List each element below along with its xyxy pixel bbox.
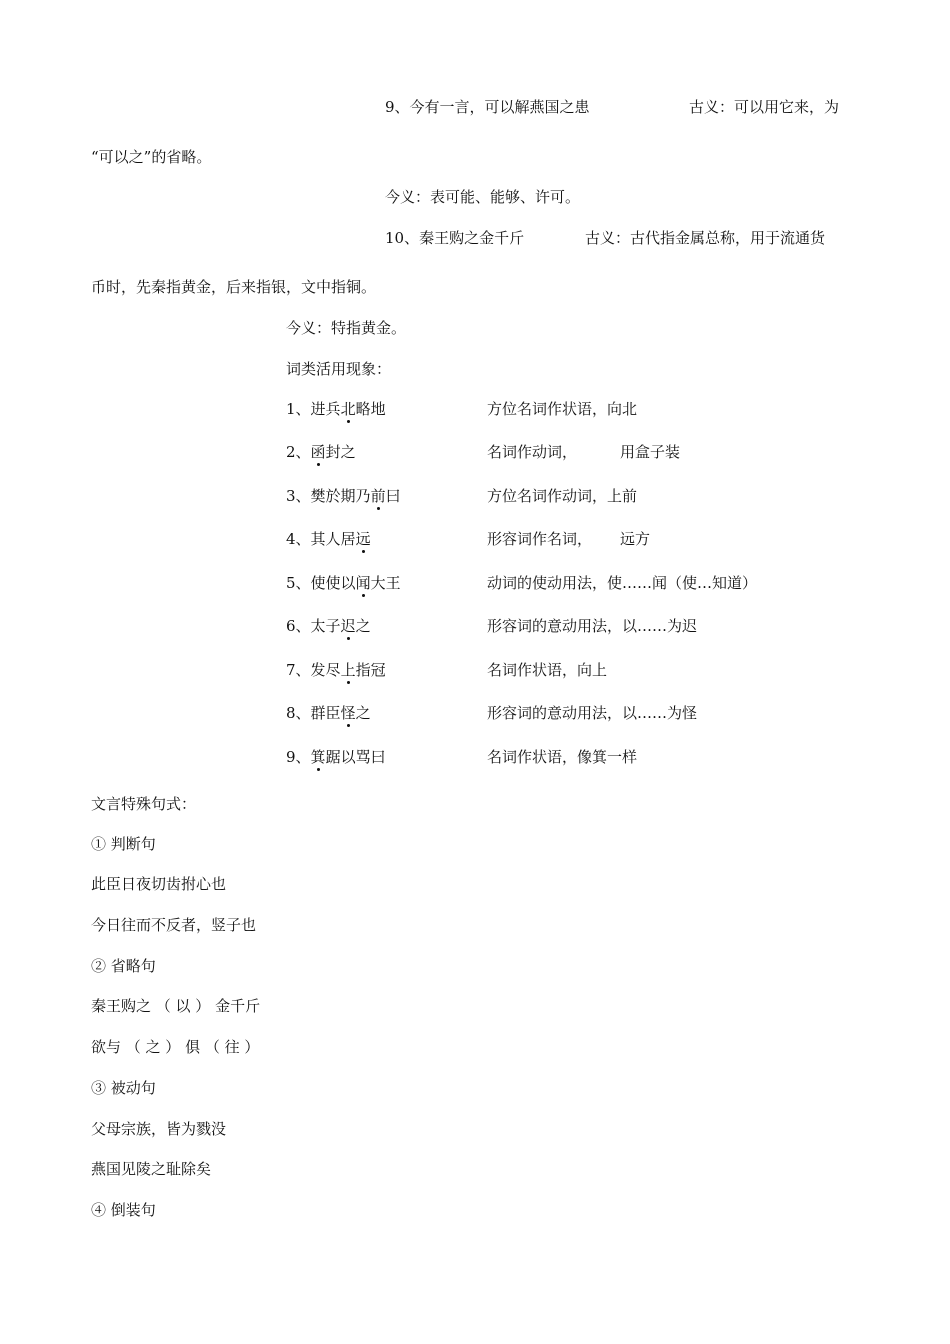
ci-lei-item-4 — [286, 528, 371, 550]
ci-lei-item-text-before: 群臣 — [310, 704, 341, 722]
ci-lei-item-2 — [286, 441, 356, 463]
item-10-sentence — [385, 227, 524, 249]
ci-lei-item-description: 形容词的意动用法，以……为怪 — [487, 704, 698, 722]
ci-lei-item-text-after: 之 — [355, 704, 371, 722]
ci-lei-item-dotted-word: 远 — [355, 530, 371, 548]
ci-lei-item-text-after: 略地 — [355, 400, 386, 418]
item-9-jin-yi: 今义：表可能、能够、许可。 — [385, 188, 581, 206]
ci-lei-item-meaning: 远方 — [620, 530, 651, 548]
ci-lei-item-text-after: 曰 — [385, 487, 401, 505]
ci-lei-item-number: 2、 — [286, 443, 311, 461]
ci-lei-item-text-before: 其人居 — [310, 530, 356, 548]
item-9-gu-yi-continued: “可以之”的省略。 — [91, 148, 212, 166]
ci-lei-item-8 — [286, 702, 371, 724]
item-10-gu-yi-continued: 币时，先秦指黄金，后来指银，文中指铜。 — [91, 278, 377, 296]
special-line: ① 判断句 — [91, 835, 156, 853]
special-heading: 文言特殊句式： — [91, 795, 197, 813]
item-10-jin-yi: 今义：特指黄金。 — [286, 319, 407, 337]
ci-lei-item-5 — [286, 572, 401, 594]
ci-lei-item-number: 6、 — [286, 617, 311, 635]
special-line: ④ 倒装句 — [91, 1201, 156, 1219]
ci-lei-item-6 — [286, 615, 371, 637]
ci-lei-item-description: 方位名词作状语，向北 — [487, 400, 638, 418]
ci-lei-item-dotted-word: 北 — [340, 400, 356, 418]
item-10-text: 秦王购之金千斤 — [419, 229, 525, 247]
ci-lei-item-number: 7、 — [286, 661, 311, 679]
ci-lei-item-dotted-word: 上 — [340, 661, 356, 679]
ci-lei-item-number: 4、 — [286, 530, 311, 548]
special-line: 秦王购之 （ 以 ） 金千斤 — [91, 997, 261, 1015]
ci-lei-item-text-before: 樊於期乃 — [310, 487, 371, 505]
ci-lei-item-dotted-word: 怪 — [340, 704, 356, 722]
ci-lei-item-text-before: 太子 — [310, 617, 341, 635]
item-9-sentence — [385, 96, 590, 118]
item-9-number: 9、 — [385, 98, 410, 116]
special-line: 今日往而不反者，竖子也 — [91, 916, 257, 934]
ci-lei-item-dotted-word: 迟 — [340, 617, 356, 635]
ci-lei-item-meaning: 用盒子装 — [620, 443, 681, 461]
ci-lei-item-7 — [286, 659, 386, 681]
item-9-gu-yi: 古义：可以用它来，为 — [689, 98, 840, 116]
ci-lei-item-description: 形容词作名词， — [487, 530, 593, 548]
ci-lei-item-dotted-word: 箕 — [310, 748, 326, 766]
item-10-gu-yi: 古义：古代指金属总称，用于流通货 — [585, 229, 826, 247]
ci-lei-item-description: 名词作状语，向上 — [487, 661, 608, 679]
ci-lei-item-dotted-word: 前 — [370, 487, 386, 505]
ci-lei-item-number: 8、 — [286, 704, 311, 722]
ci-lei-item-description: 方位名词作动词，上前 — [487, 487, 638, 505]
ci-lei-item-text-before: 进兵 — [310, 400, 341, 418]
ci-lei-item-text-before: 使使以 — [310, 574, 356, 592]
ci-lei-item-description: 动词的使动用法，使……闻（使…知道） — [487, 574, 758, 592]
ci-lei-item-9 — [286, 746, 386, 768]
ci-lei-item-description: 形容词的意动用法，以……为迟 — [487, 617, 698, 635]
ci-lei-item-description: 名词作动词， — [487, 443, 578, 461]
ci-lei-item-dotted-word: 闻 — [355, 574, 371, 592]
ci-lei-item-dotted-word: 函 — [310, 443, 326, 461]
special-line: 欲与 （ 之 ） 俱 （ 往 ） — [91, 1038, 260, 1056]
special-line: ② 省略句 — [91, 957, 156, 975]
ci-lei-item-number: 3、 — [286, 487, 311, 505]
ci-lei-item-text-after: 封之 — [325, 443, 356, 461]
ci-lei-item-text-after: 踞以骂曰 — [325, 748, 386, 766]
ci-lei-item-description: 名词作状语，像箕一样 — [487, 748, 638, 766]
ci-lei-item-3 — [286, 485, 401, 507]
ci-lei-item-number: 5、 — [286, 574, 311, 592]
ci-lei-heading: 词类活用现象： — [286, 360, 392, 378]
ci-lei-item-text-after: 之 — [355, 617, 371, 635]
special-line: ③ 被动句 — [91, 1079, 156, 1097]
item-10-number: 10、 — [385, 229, 420, 247]
special-line: 父母宗族，皆为戮没 — [91, 1120, 227, 1138]
ci-lei-item-1 — [286, 398, 386, 420]
ci-lei-item-text-after: 大王 — [370, 574, 401, 592]
special-line: 燕国见陵之耻除矣 — [91, 1160, 212, 1178]
ci-lei-item-text-after: 指冠 — [355, 661, 386, 679]
ci-lei-item-number: 1、 — [286, 400, 311, 418]
ci-lei-item-text-before: 发尽 — [310, 661, 341, 679]
ci-lei-item-number: 9、 — [286, 748, 311, 766]
item-9-text: 今有一言，可以解燕国之患 — [409, 98, 590, 116]
special-line: 此臣日夜切齿拊心也 — [91, 875, 227, 893]
